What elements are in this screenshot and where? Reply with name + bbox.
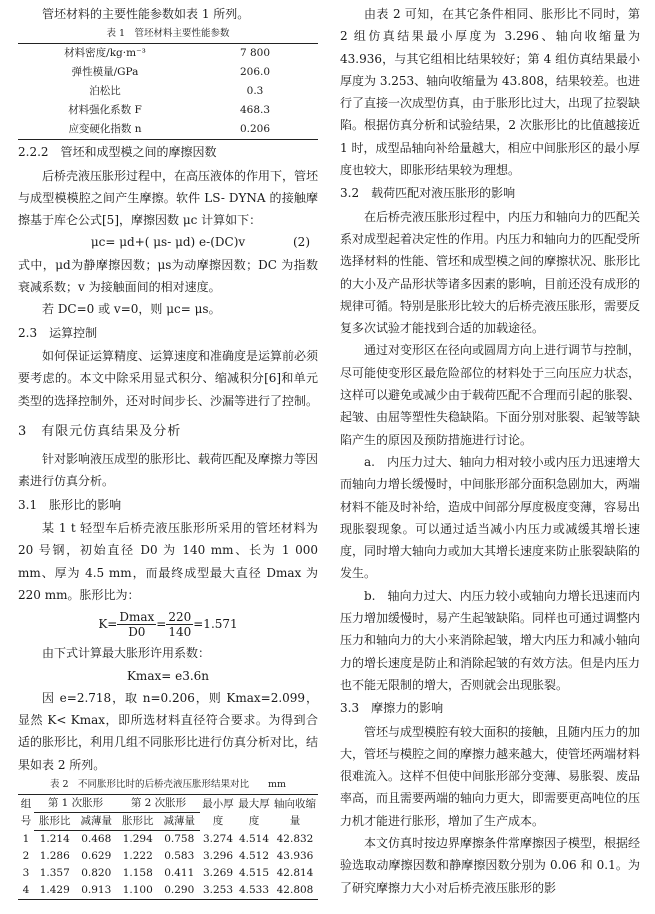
table2-discussion: 由表 2 可知，在其它条件相同、胀形比不同时，第 2 组仿真结果最小厚度为 3.296、轴向收缩量为 43.936，与其它组相比结果较好；第 4 组仿真结果最小厚度为 3.253、轴向收缩量为 43.808，结果较差。也进行了直接一次成型仿真，由于胀形比过大，出现了拉裂缺陷。根据仿真分析和试验结果，2 次胀形比的比值越接近 1 时，成型品轴向补给量越大，相应中间胀形区的最小厚度也较大，即胀形结果较为理想。 — [340, 7, 641, 178]
table-row: 泊松比 0.3 — [89, 85, 264, 98]
friction-paragraph: 后桥壳液压胀形过程中，在高压液体的作用下，管坯与成型模模腔之间产生摩擦。软件 LS- DYNA 的接触摩擦基于库仑公式[5]，摩擦因数 μc 计算如下： — [18, 168, 319, 228]
table-row: 2 1.286 0.629 1.222 0.583 3.296 4.512 43.936 — [22, 850, 314, 863]
right-column — [340, 3, 640, 899]
section-3-3-heading: 3.3 摩擦力的影响 — [340, 701, 444, 716]
table-row: 4 1.429 0.913 1.100 0.290 3.253 4.533 42.808 — [18, 882, 318, 900]
equation-kmax: Kmax= e3.6n — [126, 668, 210, 683]
stress-state-paragraph: 通过对变形区在径向或圆周方向上进行调节与控制，尽可能使变形区最危险部位的材料处于三向压应力状态，这样可以避免或减少由于载荷匹配不合理而引起的胀裂、起皱、由屈等塑性失稳缺陷。下面分别对胀裂、起皱等缺陷产生的原因及预防措施进行讨论。 — [340, 343, 641, 447]
section-3-intro: 针对影响液压成型的胀形比、载荷匹配及摩擦力等因素进行仿真分析。 — [18, 452, 319, 489]
equation-2-explanation: 式中，μd为静摩擦因数；μs为动摩擦因数；DC 为指数衰减系数；v 为接触面间的相对速度。 — [18, 257, 318, 295]
section-2-3-heading: 2.3 运算控制 — [18, 325, 98, 340]
kmax-paragraph: 因 e=2.718，取 n=0.206，则 Kmax=2.099，显然 K< Kmax，即所选材料直径符合要求。为得到合适的胀形比，利用几组不同胀形比进行仿真分析对比，结果如表 2 所列。 — [18, 690, 319, 772]
table2-header-max-thickness: 最大厚度 — [236, 795, 272, 831]
equation-2-number: (2) — [293, 235, 310, 250]
expansion-ratio-table — [18, 794, 318, 900]
section-3-heading: 3 有限元仿真结果及分析 — [18, 423, 182, 439]
equation-k: K= $\frac{Dmax}{D0}$ = $\frac{220}{140}$ =1.571 — [98, 610, 238, 640]
table2-header-ratio-1: 胀形比 — [34, 813, 76, 831]
table-row: 应变硬化指数 n 0.206 — [18, 120, 318, 140]
table2-header-thin-1: 减薄量 — [76, 813, 118, 831]
expansion-ratio-paragraph: 某 1 t 轻型车后桥壳液压胀形所采用的管坯材料为 20 号钢，初始直径 D0 为 140 mm、长为 1 000 mm、厚为 4.5 mm，而最终成型最大直径 Dmax 为 220 mm。胀形比为： — [18, 521, 318, 602]
material-properties-table — [18, 43, 318, 140]
equation-2-body: μc= μd+( μs- μd) e-(DC)v — [90, 235, 246, 250]
control-paragraph: 如何保证运算精度、运算速度和准确度是运算前必须要考虑的。本文中除采用显式积分、缩减积分[6]和单元类型的选择控制外，还对时间步长、沙漏等进行了控制。 — [18, 348, 319, 408]
left-column — [18, 3, 318, 900]
section-3-2-heading: 3.2 载荷匹配对液压胀形的影响 — [340, 186, 516, 201]
table2-header-thin-2: 减薄量 — [159, 813, 201, 831]
kmax-intro: 由下式计算最大胀形许用系数： — [42, 646, 211, 661]
table2-caption: 表 2 不同胀形比时的后桥壳液压胀形结果对比 mm — [49, 779, 287, 791]
intro-paragraph: 管坯材料的主要性能参数如表 1 所列。 — [42, 7, 250, 21]
defect-a-paragraph: a. 内压力过大、轴向力相对较小或内压力迅速增大而轴向力增长缓慢时，中间胀形部分面积急剧加大，两端材料不能及时补给，造成中间部分厚度极度变薄，容易出现胀裂现象。可以通过适当减小内压力或减缓其增长速度，同时增大轴向力或加大其增长速度来防止胀裂缺陷的发生。 — [340, 454, 641, 581]
table-row: 材料密度/kg·m⁻³ 7 800 — [18, 44, 318, 64]
friction-model-paragraph: 本文仿真时按边界摩擦条件常摩擦因子模型，根据经验选取动摩擦因数和静摩擦因数分别为 0.06 和 0.1。为了研究摩擦力大小对后桥壳液压胀形的影 — [340, 835, 641, 895]
table2-header-axial: 轴向收缩量 — [272, 795, 318, 831]
table-row: 3 1.357 0.820 1.158 0.411 3.269 4.515 42.814 — [22, 867, 314, 880]
table2-header-group: 组号 — [18, 795, 34, 831]
table2-header-ratio-2: 胀形比 — [117, 813, 159, 831]
table-row: 弹性模量/GPa 206.0 — [71, 66, 271, 79]
equation-2 — [18, 231, 318, 253]
table1-caption: 表 1 管坯材料主要性能参数 — [106, 28, 230, 40]
table2-header-min-thickness: 最小厚度 — [200, 795, 236, 831]
table2-header-first: 第 1 次胀形 — [34, 795, 117, 813]
friction-effect-paragraph: 管坯与成型模腔有较大面积的接触，且随内压力的加大，管坯与模腔之间的摩擦力越来越大，使管坯两端材料很难流入。这样不但使中间胀形部分变薄、易胀裂、废品率高，而且需要两端的轴向力更大，即需要更高吨位的压力机才能进行胀形，增加了生产成本。 — [340, 724, 641, 828]
table2-header-second: 第 2 次胀形 — [117, 795, 200, 813]
table-row: 1 1.214 0.468 1.294 0.758 3.274 4.514 42.832 — [22, 832, 314, 846]
table-row: 材料强化系数 F 468.3 — [68, 104, 271, 117]
load-matching-paragraph: 在后桥壳液压胀形过程中，内压力和轴向力的匹配关系对成型起着决定性的作用。内压力和轴向力的匹配受所选择材料的性能、管坯和成型模之间的摩擦状况、胀形比的大小及产品形状等诸多因素的影响，目前还没有成形的规律可循。特别是胀形比较大的后桥壳液压胀形，需要反复多次试验才能找到合适的加载途径。 — [340, 209, 641, 336]
section-3-1-heading: 3.1 胀形比的影响 — [18, 497, 122, 512]
defect-b-paragraph: b. 轴向力过大、内压力较小或轴向力增长迅速而内压力增加缓慢时，易产生起皱缺陷。同样也可通过调整内压力和轴向力的大小来消除起皱，增大内压力和减小轴向力的增长速度是防止和消除起皱的有效方法。但是内压力也不能无限制的增大，否则就会出现胀裂。 — [340, 588, 641, 692]
section-2-2-2-heading: 2.2.2 管坯和成型模之间的摩擦因数 — [18, 145, 217, 160]
equation-2-condition: 若 DC=0 或 v=0，则 μc= μs。 — [42, 302, 221, 317]
